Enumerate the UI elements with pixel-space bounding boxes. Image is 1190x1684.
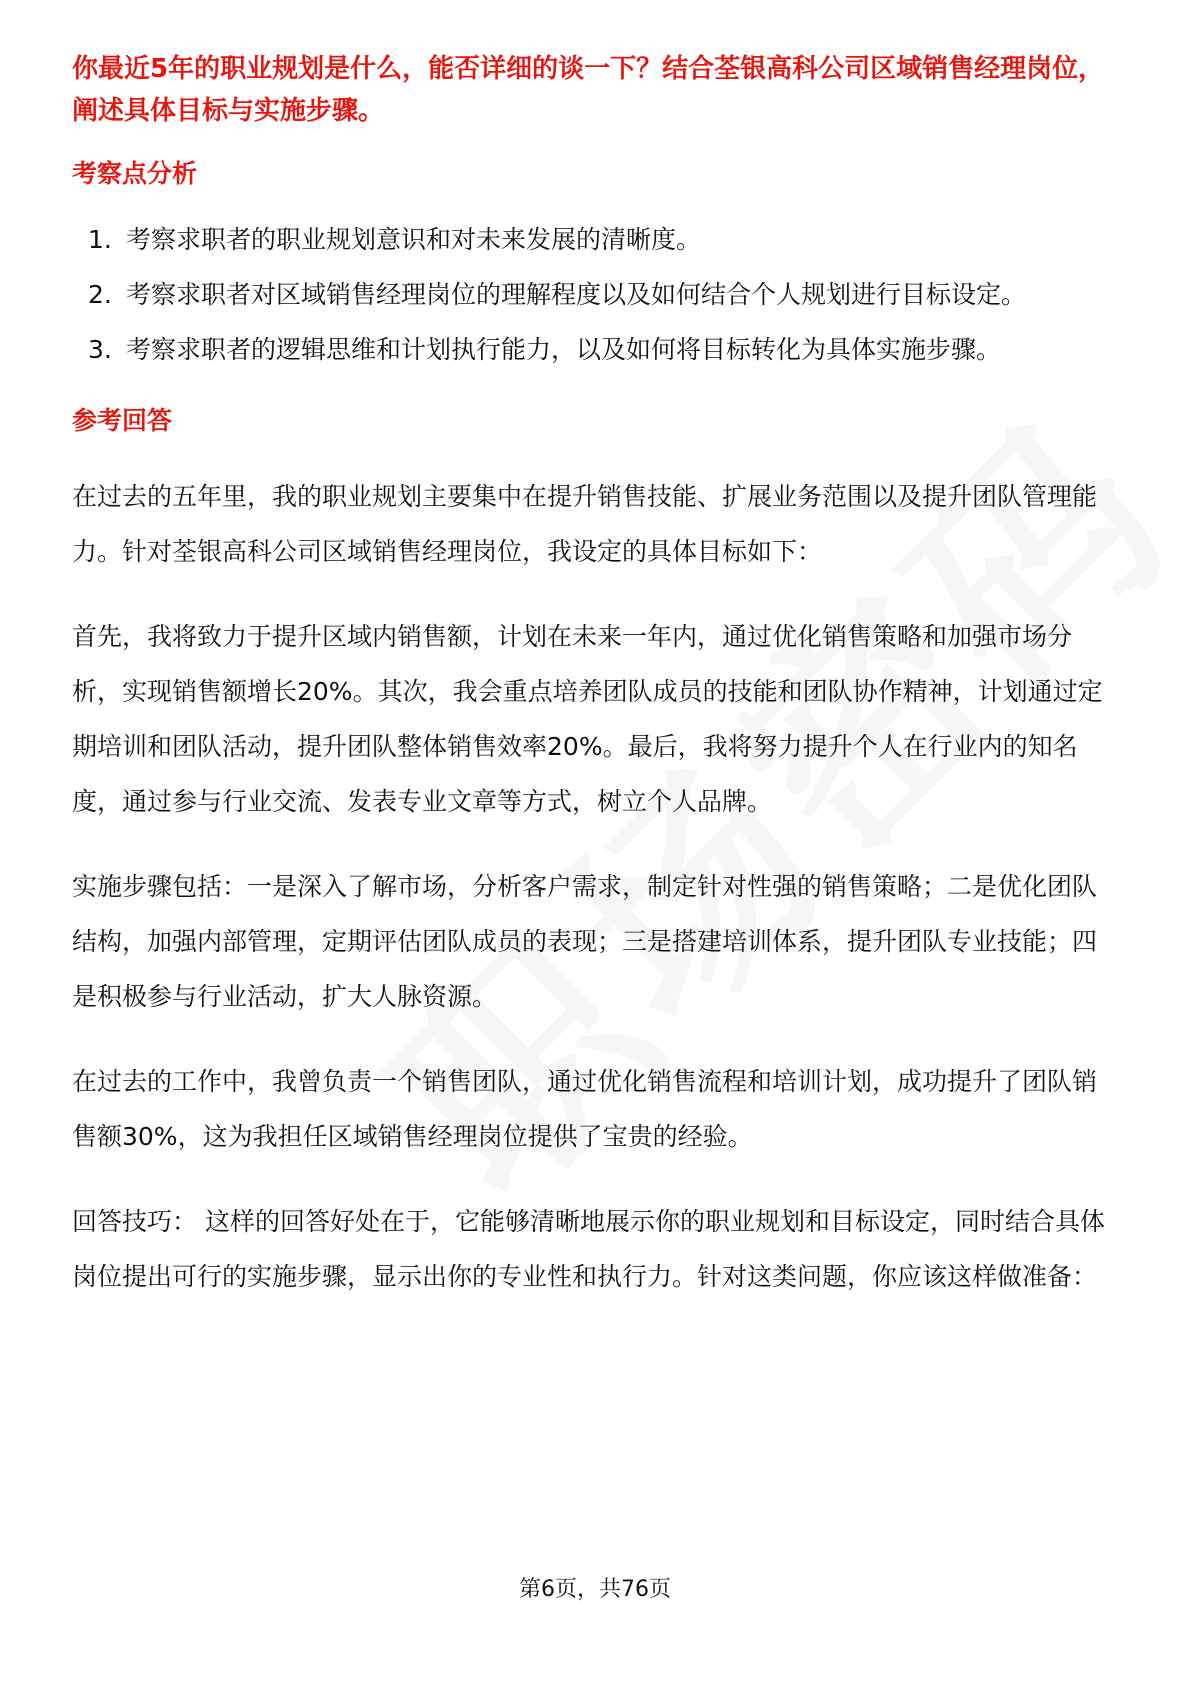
answer-tips-paragraph: 回答技巧： 这样的回答好处在于，它能够清晰地展示你的职业规划和目标设定，同时结合具体岗位提出可行的实施步骤，显示出你的专业性和执行力。针对这类问题，你应该这样做准备： — [72, 1207, 1105, 1291]
analysis-item-text: 考察求职者对区域销售经理岗位的理解程度以及如何结合个人规划进行目标设定。 — [126, 280, 1027, 309]
answer-paragraph: 在过去的五年里，我的职业规划主要集中在提升销售技能、扩展业务范围以及提升团队管理能力。针对荃银高科公司区域销售经理岗位，我设定的具体目标如下： — [72, 482, 1098, 566]
analysis-item — [72, 267, 1118, 322]
analysis-list — [72, 212, 1118, 377]
analysis-heading: 考察点分析 — [72, 159, 198, 188]
interview-question: 你最近5年的职业规划是什么，能否详细的谈一下？结合荃银高科公司区域销售经理岗位，阐述具体目标与实施步骤。 — [72, 54, 1105, 126]
page-number-footer: 第6页，共76页 — [519, 1577, 671, 1602]
list-number: 1. — [88, 225, 112, 254]
page-content — [72, 48, 1118, 1304]
analysis-item-text: 考察求职者的逻辑思维和计划执行能力，以及如何将目标转化为具体实施步骤。 — [126, 335, 1002, 364]
analysis-item-text: 考察求职者的职业规划意识和对未来发展的清晰度。 — [126, 225, 702, 254]
analysis-item — [72, 322, 1118, 377]
answer-paragraph: 首先，我将致力于提升区域内销售额，计划在未来一年内，通过优化销售策略和加强市场分析，实现销售额增长20%。其次，我会重点培养团队成员的技能和团队协作精神，计划通过定期培训和团队活动，提升团队整体销售效率20%。最后，我将努力提升个人在行业内的知名度，通过参与行业交流、发表专业文章等方式，树立个人品牌。 — [72, 622, 1103, 816]
list-number: 3. — [88, 335, 112, 364]
answer-heading: 参考回答 — [72, 406, 173, 435]
answer-paragraph: 实施步骤包括：一是深入了解市场，分析客户需求，制定针对性强的销售策略；二是优化团队结构，加强内部管理，定期评估团队成员的表现；三是搭建培训体系，提升团队专业技能；四是积极参与行业活动，扩大人脉资源。 — [72, 872, 1098, 1011]
analysis-item — [72, 212, 1118, 267]
answer-paragraph: 在过去的工作中，我曾负责一个销售团队，通过优化销售流程和培训计划，成功提升了团队销售额30%，这为我担任区域销售经理岗位提供了宝贵的经验。 — [72, 1067, 1098, 1151]
list-number: 2. — [88, 280, 112, 309]
